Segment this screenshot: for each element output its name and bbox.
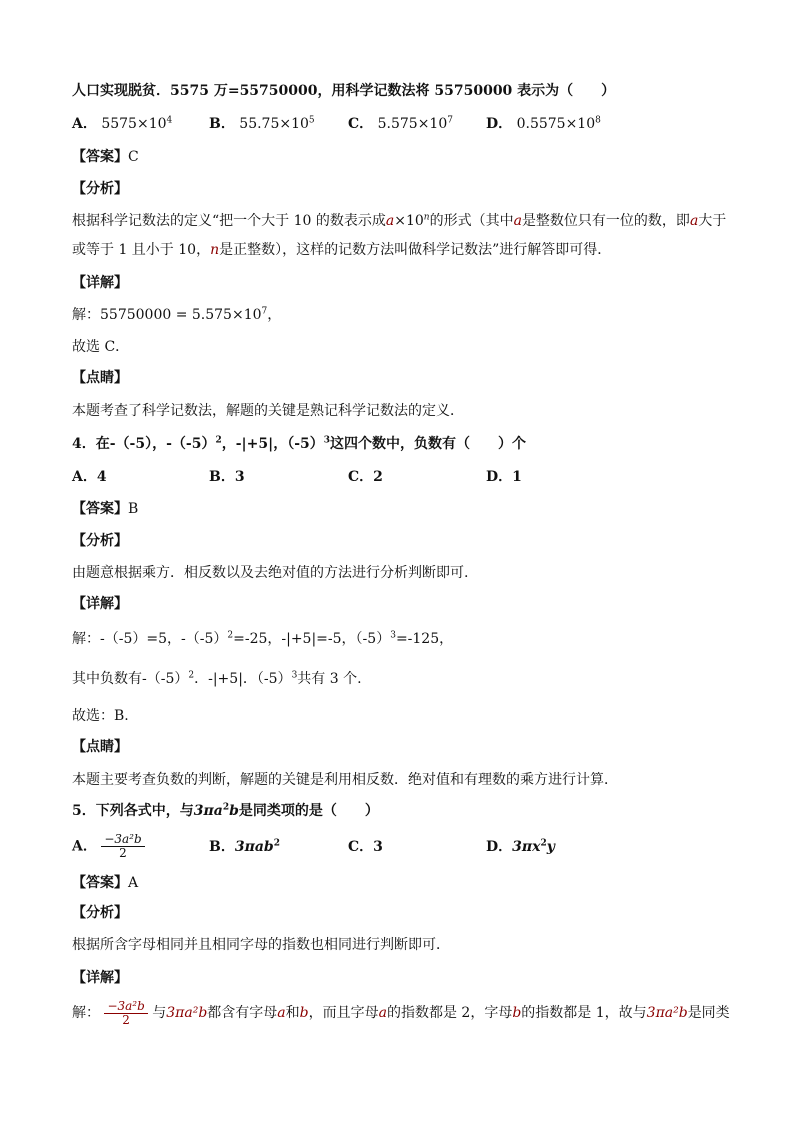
q3-option-a[interactable]: A． $5575\times 10^4$	[72, 115, 173, 132]
q3-point-label: 【点睛】	[72, 370, 128, 386]
q3-option-b[interactable]: B． $55.75\times 10^5$	[209, 115, 315, 132]
q4-point: 本题主要考查负数的判断，解题的关键是利用相反数．绝对值和有理数的乘方进行计算．	[72, 772, 618, 788]
q4-option-a[interactable]: A．4	[72, 469, 107, 485]
q3-analysis-line1: 根据科学记数法的定义“把一个大于 10 的数表示成$a\times 10^n$的形式（其中a是整数位只有一位的数，即a大于	[72, 212, 727, 229]
q3-detail-line1: 解：$55750000 = 5.575\times 10^7$，	[72, 306, 282, 323]
q4-point-label: 【点睛】	[72, 739, 128, 755]
q3-answer: 【答案】C	[72, 149, 139, 165]
q3-point: 本题考查了科学记数法，解题的关键是熟记科学记数法的定义．	[72, 403, 464, 419]
q5-option-d[interactable]: D．$3\pi x^2y$	[486, 838, 555, 855]
q4-stem: 4．在-（-5），$-(-5)^2$，-|+5|，$(-5)^3$这四个数中，负数有（ ）个	[72, 435, 527, 452]
q5-stem: 5．下列各式中，与$3\pi a^2b$是同类项的是（ ）	[72, 802, 379, 819]
q4-analysis-label: 【分析】	[72, 533, 128, 549]
q5-answer: 【答案】A	[72, 875, 139, 891]
q5-detail-line1: 解： $\frac{\text{−3a²b}}{2}$ 与3πa²b都含有字母a和b，而且字母a的指数都是 2，字母b的指数都是 1，故与3πa²b是同类	[72, 999, 730, 1028]
q4-option-c[interactable]: C．2	[348, 469, 383, 485]
q5-option-c[interactable]: C．3	[348, 839, 383, 855]
q5-analysis: 根据所含字母相同并且相同字母的指数也相同进行判断即可．	[72, 937, 450, 953]
q5-analysis-label: 【分析】	[72, 905, 128, 921]
q5-option-a[interactable]: A． $\frac{\text{−3a²b}}{2}$	[72, 833, 145, 860]
q4-detail-line3: 故选：B.	[72, 708, 129, 724]
q4-detail-line2: 其中负数有$-(-5)^2$．-|+5|．$(-5)^3$共有 3 个.	[72, 670, 362, 687]
q5-detail-label: 【详解】	[72, 970, 128, 986]
q3-option-c[interactable]: C． $5.575\times 10^7$	[348, 115, 453, 132]
q4-option-b[interactable]: B．3	[209, 469, 245, 485]
q4-detail-line1: 解：-（-5）=5，$-(-5)^2=-25$，-|+5|=-5，$(-5)^3=-125$，	[72, 630, 454, 647]
q4-detail-label: 【详解】	[72, 596, 128, 612]
q5-option-b[interactable]: B．3πab$^2$	[209, 838, 280, 855]
q5-option-a-fraction: $\frac{\text{−3a²b}}{2}$	[101, 833, 144, 860]
q3-option-d[interactable]: D． $0.5575\times 10^8$	[486, 115, 601, 132]
q3-stem: 人口实现脱贫．5575 万=55750000，用科学记数法将 55750000 表示为（ ）	[72, 83, 616, 99]
q4-option-d[interactable]: D．1	[486, 469, 522, 485]
q3-detail-line2: 故选 C．	[72, 339, 130, 355]
q4-answer: 【答案】B	[72, 501, 139, 517]
q3-analysis-line2: 或等于 1 且小于 10，n是正整数），这样的记数方法叫做科学记数法”进行解答即可得．	[72, 242, 612, 258]
q4-analysis: 由题意根据乘方．相反数以及去绝对值的方法进行分析判断即可.	[72, 565, 469, 581]
q5-detail-fraction: $\frac{\text{−3a²b}}{2}$	[104, 1000, 147, 1027]
q3-detail-label: 【详解】	[72, 275, 128, 291]
q3-analysis-label: 【分析】	[72, 181, 128, 197]
